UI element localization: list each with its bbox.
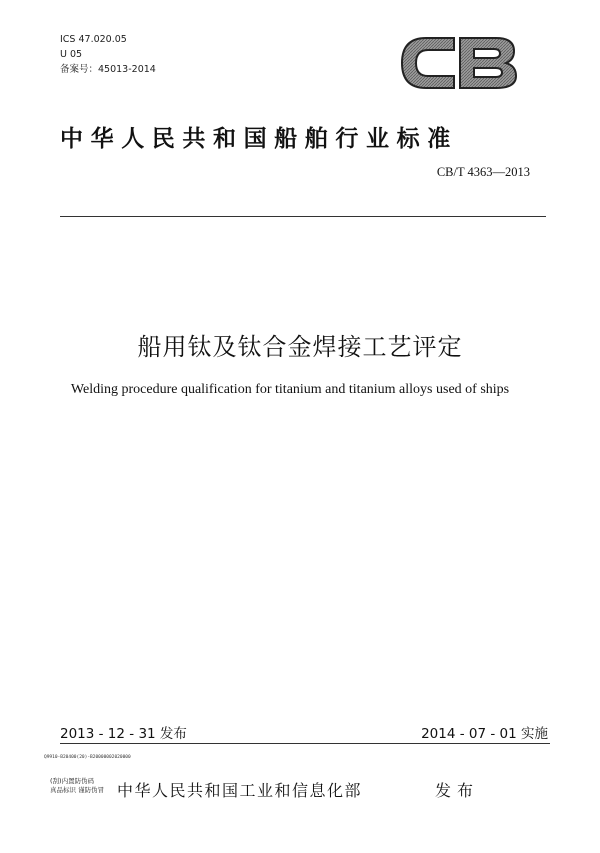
class-code: U 05 [60, 49, 83, 60]
document-title-english: Welding procedure qualification for titanium and titanium alloys used of ships [70, 382, 510, 397]
anti-fake-line-1: (刮)内置防伪码 [50, 777, 95, 785]
standard-number: CB/T 4363—2013 [436, 165, 530, 179]
standard-category-title: 中华人民共和国船舶行业标准 [60, 126, 458, 152]
record-number: 备案号：45013-2014 [60, 64, 156, 75]
anti-fake-line-2: 真品标识 谨防伪冒 [50, 786, 105, 794]
publisher-name: 中华人民共和国工业和信息化部 [117, 781, 363, 800]
publish-label: 发布 [435, 781, 480, 800]
anti-fake-serial: Q9910-B20400(20)-B20000002020000 [44, 755, 131, 760]
publish-date: 2013 - 12 - 31 发布 [60, 726, 187, 742]
anti-fake-label [50, 777, 104, 795]
implementation-date: 2014 - 07 - 01 实施 [421, 726, 548, 742]
document-title-chinese: 船用钛及钛合金焊接工艺评定 [137, 333, 463, 361]
ics-code: ICS 47.020.05 [60, 34, 127, 45]
cb-logo [398, 32, 520, 94]
footer-divider [60, 743, 550, 744]
header-divider [60, 216, 546, 217]
classification-block [60, 32, 156, 77]
